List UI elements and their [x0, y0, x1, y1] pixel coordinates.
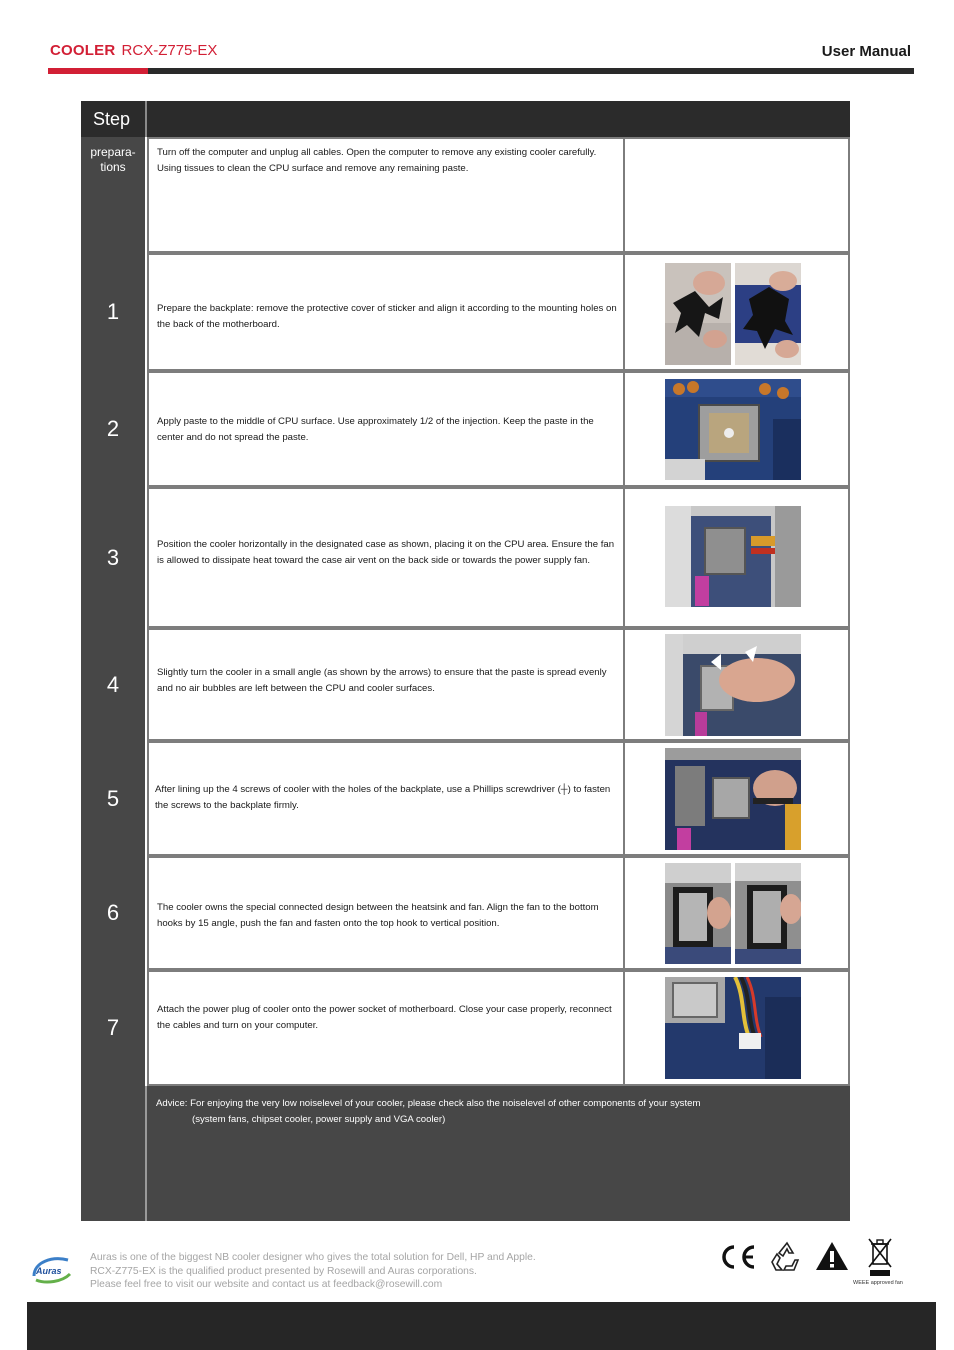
- advice-label-cell: [81, 1086, 145, 1221]
- step-text: Slightly turn the cooler in a small angle (as shown by the arrows) to ensure that the paste is spread evenly and no air bubbles are left between the CPU and cooler surfaces.: [157, 667, 607, 694]
- preparations-label-line2: tions: [100, 160, 126, 174]
- table-row-step-3: [81, 487, 850, 628]
- step-text: Position the cooler horizontally in the designated case as shown, placing it on the CPU area. Ensure the fan is allowed to dissipate heat toward the case air vent on the back side or towards the power supply fan.: [157, 539, 615, 566]
- table-header: [81, 101, 850, 137]
- table-row-step-6: [81, 856, 850, 970]
- product-title: [50, 42, 217, 59]
- step-text: The cooler owns the special connected design between the heatsink and fan. Align the fan to the bottom hooks by 15 angle, push the fan and fasten onto the top hook to vertical position.: [157, 902, 599, 929]
- step-number-cell: [81, 856, 145, 970]
- step-column-header: Step: [93, 109, 131, 129]
- step-number: 4: [106, 671, 120, 697]
- step-description-cell: [147, 856, 623, 970]
- warning-icon: [815, 1240, 849, 1272]
- step-number: 3: [106, 544, 120, 570]
- table-row-step-4: [81, 628, 850, 741]
- preparations-text: Turn off the computer and unplug all cables. Open the computer to remove any existing cooler carefully. Using tissues to clean the CPU surface and remove any remaining paste.: [157, 147, 597, 174]
- cooler-turn-photo: [665, 634, 801, 736]
- footer-line-1: Auras is one of the biggest NB cooler designer who gives the total solution for Dell, HP and Apple.: [90, 1252, 536, 1263]
- step-text: After lining up the 4 screws of cooler with the holes of the backplate, use a Phillips screwdriver (┼) to fasten the screws to the backplate firmly.: [155, 784, 611, 811]
- power-plug-photo: [665, 977, 801, 1079]
- step-number-cell: [81, 371, 145, 487]
- recycle-icon: [770, 1240, 804, 1274]
- step-number-cell: [81, 970, 145, 1086]
- backplate-photo-2: [735, 263, 801, 365]
- table-row-step-1: [81, 253, 850, 371]
- step-number-cell: [81, 487, 145, 628]
- table-row-preparations: [81, 137, 850, 253]
- footer-bar: [27, 1302, 936, 1350]
- step-description-cell: [147, 970, 623, 1086]
- step-text: Apply paste to the middle of CPU surface. Use approximately 1/2 of the injection. Keep the paste in the center and do not spread the paste.: [157, 416, 594, 443]
- footer-text: [90, 1251, 536, 1292]
- weee-bin-icon: [866, 1236, 894, 1278]
- cpu-paste-photo: [665, 379, 801, 480]
- step-image-cell: [623, 856, 850, 970]
- step-text: Attach the power plug of cooler onto the power socket of motherboard. Close your case properly, reconnect the cables and turn on your computer.: [157, 1004, 612, 1031]
- step-image-cell: [623, 741, 850, 856]
- step-image-cell: [623, 628, 850, 741]
- header-rule-red: [48, 68, 148, 74]
- step-description-cell: [147, 741, 623, 856]
- footer-line-3: Please feel free to visit our website and contact us at feedback@rosewill.com: [90, 1279, 443, 1290]
- ce-mark-icon: [718, 1242, 758, 1272]
- auras-logo-text: Auras: [36, 1266, 62, 1276]
- weee-caption: WEEE approved fan: [853, 1280, 903, 1286]
- step-label-cell: [81, 137, 145, 253]
- step-description-cell: [147, 371, 623, 487]
- step-description-cell: [147, 487, 623, 628]
- step-image-cell: [623, 970, 850, 1086]
- step-number: 1: [106, 299, 120, 324]
- advice-line-2: (system fans, chipset cooler, power supply and VGA cooler): [192, 1114, 446, 1125]
- step-number: 5: [106, 785, 120, 811]
- step-image-cell: [623, 137, 850, 253]
- backplate-photo-1: [665, 263, 731, 365]
- step-description-cell: [147, 253, 623, 371]
- step-number: 7: [106, 1015, 120, 1040]
- auras-logo: [30, 1254, 74, 1284]
- step-image-cell: [623, 253, 850, 371]
- step-image-cell: [623, 371, 850, 487]
- step-number: 2: [106, 416, 120, 441]
- step-image-cell: [623, 487, 850, 628]
- step-number-cell: [81, 628, 145, 741]
- advice-divider: [145, 1086, 147, 1221]
- cooler-position-photo: [665, 506, 801, 607]
- step-number-cell: [81, 741, 145, 856]
- footer-line-2: RCX-Z775-EX is the qualified product presented by Rosewill and Auras corporations.: [90, 1265, 477, 1277]
- fan-attach-photo-1: [665, 863, 731, 964]
- screwdriver-photo: [665, 748, 801, 850]
- step-number: 6: [106, 900, 120, 925]
- preparations-label: [81, 145, 145, 175]
- table-row-step-2: [81, 371, 850, 487]
- step-description-cell: [147, 628, 623, 741]
- table-row-step-5: [81, 741, 850, 856]
- brand-label: COOLER: [50, 42, 116, 59]
- header-rule-dark: [148, 68, 914, 74]
- preparations-label-line1: prepara-: [90, 145, 136, 159]
- table-row-step-7: [81, 970, 850, 1086]
- step-description-cell: [147, 137, 623, 253]
- step-text: Prepare the backplate: remove the protective cover of sticker and align it according to the mounting holes on the back of the motherboard.: [157, 303, 617, 330]
- fan-attach-photo-2: [735, 863, 801, 964]
- step-number-cell: [81, 253, 145, 371]
- document-title: User Manual: [821, 43, 911, 60]
- header-divider: [145, 101, 147, 137]
- advice-section: [81, 1086, 850, 1221]
- model-label: RCX-Z775-EX: [121, 42, 218, 59]
- page-header: [48, 40, 914, 62]
- advice-line-1: Advice: For enjoying the very low noiselevel of your cooler, please check also the noiselevel of other components of your system: [156, 1098, 701, 1109]
